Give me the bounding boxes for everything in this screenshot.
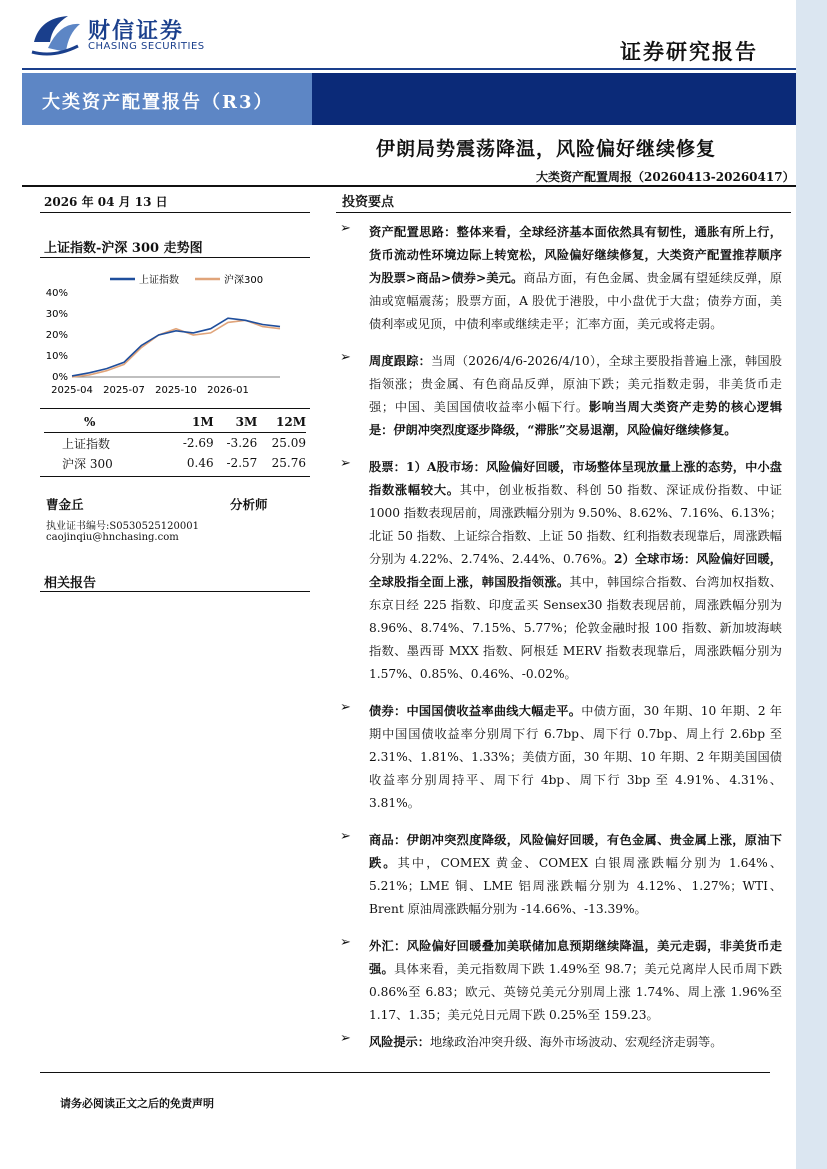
point-text: 商品方面，有色金属、贵金属有望延续反弹，原油或宽幅震荡；股票方面，A 股优于港股，中小盘优于大盘；债券方面，美债利率或见顶，中债利率或继续走平；汇率方面，美元或将走弱。	[369, 271, 783, 331]
x-tick-label: 2025-04	[51, 385, 93, 396]
legend-label-hs300: 沪深300	[224, 275, 264, 286]
y-tick-label: 40%	[45, 288, 68, 299]
footer-rule	[40, 1072, 770, 1073]
y-tick-label: 30%	[45, 309, 68, 320]
bullet-arrow-icon: ➢	[340, 700, 351, 715]
point-bold-2: 影响当周大类资产走势的核心逻辑是：伊朗冲突烈度逐步降级，“滞胀”交易退潮，风险偏好继续修复。	[369, 400, 783, 437]
point-bold: 风险提示：	[369, 1035, 430, 1049]
chart-bottom-rule	[40, 408, 310, 409]
legend-label-shanghai: 上证指数	[139, 275, 179, 286]
chart-title-rule	[40, 257, 310, 258]
key-points-title: 投资要点	[342, 195, 395, 210]
point-bold: 债券：中国国债收益率曲线大幅走平。	[369, 704, 582, 718]
header-rule	[22, 68, 796, 70]
key-point-weekly	[340, 350, 782, 442]
point-text: 中债方面，30 年期、10 年期、2 年期中国国债收益率分别周下行 6.7bp、周下行 0.7bp、周上行 2.6bp 至 2.31%、1.81%、1.33%；美债方面，30 年期、10 年期、2 年期美国国债收益率分别周持平、周下行 4bp、周下行 3bp 至 4.91%、4.31%、3.81%。	[369, 704, 782, 810]
performance-table	[44, 412, 306, 473]
headline-rule	[22, 185, 796, 187]
key-point-risk	[340, 1031, 782, 1054]
y-tick-label: 0%	[52, 372, 68, 383]
point-bold: 商品：伊朗冲突烈度降级，风险偏好回暖，有色金属、贵金属上涨，原油下跌。	[369, 833, 782, 870]
side-stripe	[796, 0, 827, 1169]
key-point-bonds	[340, 700, 782, 815]
table-cell: 0.46	[186, 456, 214, 470]
table-cell: 沪深 300	[62, 456, 113, 471]
key-point-allocation	[340, 221, 782, 336]
table-header: 3M	[235, 415, 258, 429]
table-cell: 25.76	[271, 456, 306, 470]
brand-english: CHASING SECURITIES	[88, 41, 205, 52]
report-headline: 伊朗局势震荡降温，风险偏好继续修复	[376, 138, 717, 160]
bullet-arrow-icon: ➢	[340, 1031, 351, 1046]
bullet-arrow-icon: ➢	[340, 829, 351, 844]
analyst-role: 分析师	[230, 497, 268, 512]
table-cell: -2.69	[182, 436, 214, 450]
bullet-arrow-icon: ➢	[340, 935, 351, 950]
table-header: 12M	[276, 415, 306, 429]
table-row	[44, 453, 306, 473]
report-type-title: 证券研究报告	[620, 39, 758, 64]
table-row	[44, 433, 306, 454]
report-date: 2026 年 04 月 13 日	[44, 195, 168, 209]
disclaimer-note: 请务必阅读正文之后的免责声明	[60, 1097, 214, 1110]
point-text: 地缘政治冲突升级、海外市场波动、宏观经济走弱等。	[429, 1035, 723, 1049]
related-reports-rule	[40, 591, 310, 592]
analyst-email[interactable]: caojinqiu@hnchasing.com	[46, 532, 179, 543]
key-points-rule	[336, 212, 791, 213]
analyst-name: 曹金丘	[46, 497, 84, 512]
key-points-list	[340, 221, 782, 1054]
table-cell: 25.09	[271, 436, 306, 450]
table-header: 1M	[192, 415, 214, 429]
y-tick-label: 20%	[45, 330, 68, 341]
bullet-arrow-icon: ➢	[340, 350, 351, 365]
company-logo-icon	[30, 12, 82, 58]
y-tick-label: 10%	[45, 351, 68, 362]
series-line	[72, 318, 280, 376]
chart-section-title: 上证指数-沪深 300 走势图	[44, 241, 203, 256]
bullet-arrow-icon: ➢	[340, 221, 351, 236]
table-cell: 上证指数	[62, 436, 111, 451]
analyst-license: 执业证书编号:S0530525120001	[46, 521, 199, 532]
table-header: %	[84, 415, 96, 429]
bullet-arrow-icon: ➢	[340, 456, 351, 471]
index-trend-chart	[40, 265, 290, 400]
brand-name: 财信证券	[88, 19, 185, 44]
key-point-equity	[340, 456, 782, 686]
related-reports-title: 相关报告	[44, 576, 97, 591]
key-point-commodities	[340, 829, 782, 921]
point-bold: 周度跟踪：	[369, 354, 432, 368]
x-tick-label: 2025-10	[155, 385, 197, 396]
table-cell: -2.57	[226, 456, 258, 470]
table-bottom-rule	[40, 476, 310, 477]
point-text: 其中，COMEX 黄金、COMEX 白银周涨跌幅分别为 1.64%、5.21%；LME 铜、LME 铝周涨跌幅分别为 4.12%、1.27%；WTI、Brent 原油周涨跌幅分别为 -14.66%、-13.39%。	[369, 856, 783, 916]
table-cell: -3.26	[226, 436, 258, 450]
point-bold-2: 2）全球市场：风险偏好回暖，全球股指全面上涨，韩国股指领涨。	[369, 552, 782, 589]
banner-title: 大类资产配置报告（R3）	[42, 92, 274, 113]
point-bold: 外汇：风险偏好回暖叠加美联储加息预期继续降温，美元走弱，非美货币走强。	[369, 939, 782, 976]
series-line	[72, 320, 280, 377]
x-tick-label: 2026-01	[207, 385, 249, 396]
point-bold: 股票：1）A股市场：风险偏好回暖，市场整体呈现放量上涨的态势，中小盘指数涨幅较大。	[369, 460, 782, 497]
x-tick-label: 2025-07	[103, 385, 145, 396]
table-header-row	[44, 412, 306, 433]
date-rule	[40, 212, 310, 213]
point-text: 其中，创业板指数、科创 50 指数、深证成份指数、中证 1000 指数表现居前，周涨跌幅分别为 9.50%、8.62%、7.16%、6.13%；北证 50 指数、上证综合指数、上证 50 指数、红利指数表现靠后，周涨跌幅分别为 4.22%、2.74%、2.44%、0.76%。	[369, 483, 783, 566]
key-point-fx	[340, 935, 782, 1027]
point-bold: 资产配置思路：整体来看，全球经济基本面依然具有韧性，通胀有所上行，货币流动性环境边际上转宽松，风险偏好继续修复，大类资产配置推荐顺序为股票>商品>债券>美元。	[369, 225, 782, 285]
point-text-2: 其中，韩国综合指数、台湾加权指数、东京日经 225 指数、印度孟买 Sensex30 指数表现居前，周涨跌幅分别为 8.96%、8.74%、7.15%、5.77%；伦敦金融时报 100 指数、新加坡海峡指数、墨西哥 MXX 指数、阿根廷 MERV 指数表现靠后，周涨跌幅分别为 1.57%、0.85%、0.46%、-0.02%。	[369, 575, 782, 681]
point-text: 具体来看，美元指数周下跌 1.49%至 98.7；美元兑离岸人民币周下跌 0.86%至 6.83；欧元、英镑兑美元分别周上涨 1.74%、周上涨 1.96%至 1.17、1.35；美元兑日元周下跌 0.25%至 159.23。	[369, 962, 782, 1022]
report-subheadline: 大类资产配置周报（20260413-20260417）	[536, 170, 795, 184]
point-text: 当周（2026/4/6-2026/4/10），全球主要股指普遍上涨，韩国股指领涨；贵金属、有色商品反弹，原油下跌；美元指数走弱，非美货币走强；中国、美国国债收益率小幅下行。	[369, 354, 782, 414]
